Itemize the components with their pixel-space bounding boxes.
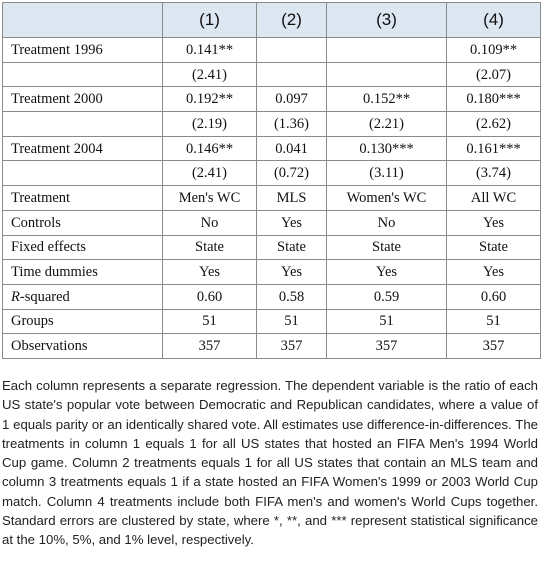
table-cell-col4: 51	[447, 309, 541, 334]
table-cell-col3: (3.11)	[327, 161, 447, 186]
table-row	[3, 210, 541, 235]
table-row	[3, 62, 541, 87]
row-label: Treatment 1996	[3, 38, 163, 63]
header-cell-label	[3, 3, 163, 38]
row-label-text: -squared	[19, 288, 70, 305]
table-cell-col2: State	[257, 235, 327, 260]
row-label	[3, 284, 163, 309]
table-cell-col2: 357	[257, 334, 327, 359]
table-row	[3, 260, 541, 285]
table-cell-col4: 0.180***	[447, 87, 541, 112]
table-row	[3, 112, 541, 137]
table-cell-col3: 0.59	[327, 284, 447, 309]
table-cell-col2: 0.097	[257, 87, 327, 112]
table-cell-col4: 0.161***	[447, 136, 541, 161]
table-cell-col4: (2.62)	[447, 112, 541, 137]
regression-table	[2, 2, 541, 359]
row-label: Groups	[3, 309, 163, 334]
table-cell-col1: 0.146**	[163, 136, 257, 161]
table-cell-col2: Yes	[257, 260, 327, 285]
table-cell-col1: (2.41)	[163, 161, 257, 186]
table-cell-col1: 0.192**	[163, 87, 257, 112]
row-label: Fixed effects	[3, 235, 163, 260]
table-cell-col2: (1.36)	[257, 112, 327, 137]
table-cell-col4: 0.60	[447, 284, 541, 309]
table-cell-col3: 357	[327, 334, 447, 359]
table-cell-col3: No	[327, 210, 447, 235]
regression-table-container	[2, 2, 540, 359]
table-header-row	[3, 3, 541, 38]
table-cell-col2: 0.041	[257, 136, 327, 161]
row-label	[3, 62, 163, 87]
table-cell-col2	[257, 38, 327, 63]
table-cell-col3: (2.21)	[327, 112, 447, 137]
table-cell-col1: 0.60	[163, 284, 257, 309]
table-cell-col2: MLS	[257, 186, 327, 211]
header-cell-col1: (1)	[163, 3, 257, 38]
table-cell-col3: Yes	[327, 260, 447, 285]
table-cell-col3: 0.130***	[327, 136, 447, 161]
table-row	[3, 38, 541, 63]
table-cell-col4: 357	[447, 334, 541, 359]
table-cell-col3	[327, 62, 447, 87]
table-cell-col1: No	[163, 210, 257, 235]
table-cell-col3: 51	[327, 309, 447, 334]
table-row	[3, 136, 541, 161]
row-label: Controls	[3, 210, 163, 235]
header-cell-col4: (4)	[447, 3, 541, 38]
table-cell-col3: Women's WC	[327, 186, 447, 211]
header-cell-col3: (3)	[327, 3, 447, 38]
table-cell-col2: (0.72)	[257, 161, 327, 186]
table-cell-col4: All WC	[447, 186, 541, 211]
header-cell-col2: (2)	[257, 3, 327, 38]
row-label: Time dummies	[3, 260, 163, 285]
table-cell-col1: State	[163, 235, 257, 260]
row-label	[3, 112, 163, 137]
table-body	[3, 38, 541, 359]
table-cell-col3: 0.152**	[327, 87, 447, 112]
row-label-italic: R	[11, 288, 20, 305]
table-cell-col1: (2.19)	[163, 112, 257, 137]
table-row	[3, 235, 541, 260]
table-cell-col1: Yes	[163, 260, 257, 285]
table-cell-col4: State	[447, 235, 541, 260]
row-label: Treatment 2000	[3, 87, 163, 112]
table-cell-col3	[327, 38, 447, 63]
table-row	[3, 334, 541, 359]
table-cell-col2: Yes	[257, 210, 327, 235]
table-cell-col1: 357	[163, 334, 257, 359]
row-label: Treatment	[3, 186, 163, 211]
table-cell-col4: 0.109**	[447, 38, 541, 63]
table-cell-col1: (2.41)	[163, 62, 257, 87]
row-label: Observations	[3, 334, 163, 359]
table-notes: Each column represents a separate regression. The dependent variable is the ratio of each US state's popular vote between Democratic and Republican candidates, where a value of 1 equals parity or an identically shared vote. All estimates use difference-in-differences. The treatments in column 1 equals 1 for all US states that hosted an FIFA Men's 1994 World Cup game. Column 2 treatments equals 1 for all US states that contain an MLS team and column 3 treatments equals 1 if a state hosted an FIFA Women's 1999 or 2003 World Cup match. Column 4 treatments include both FIFA men's and women's World Cups together. Standard errors are clustered by state, where *, **, and *** represent statistical significance at the 10%, 5%, and 1% level, respectively.	[2, 378, 538, 548]
table-row	[3, 284, 541, 309]
table-cell-col4: (3.74)	[447, 161, 541, 186]
table-cell-col2	[257, 62, 327, 87]
table-cell-col1: 0.141**	[163, 38, 257, 63]
table-row	[3, 309, 541, 334]
table-row	[3, 161, 541, 186]
table-cell-col2: 0.58	[257, 284, 327, 309]
table-cell-col1: 51	[163, 309, 257, 334]
table-cell-col1: Men's WC	[163, 186, 257, 211]
table-cell-col2: 51	[257, 309, 327, 334]
table-cell-col4: Yes	[447, 210, 541, 235]
table-cell-col4: Yes	[447, 260, 541, 285]
row-label: Treatment 2004	[3, 136, 163, 161]
table-row	[3, 186, 541, 211]
table-row	[3, 87, 541, 112]
table-cell-col3: State	[327, 235, 447, 260]
table-cell-col4: (2.07)	[447, 62, 541, 87]
row-label	[3, 161, 163, 186]
